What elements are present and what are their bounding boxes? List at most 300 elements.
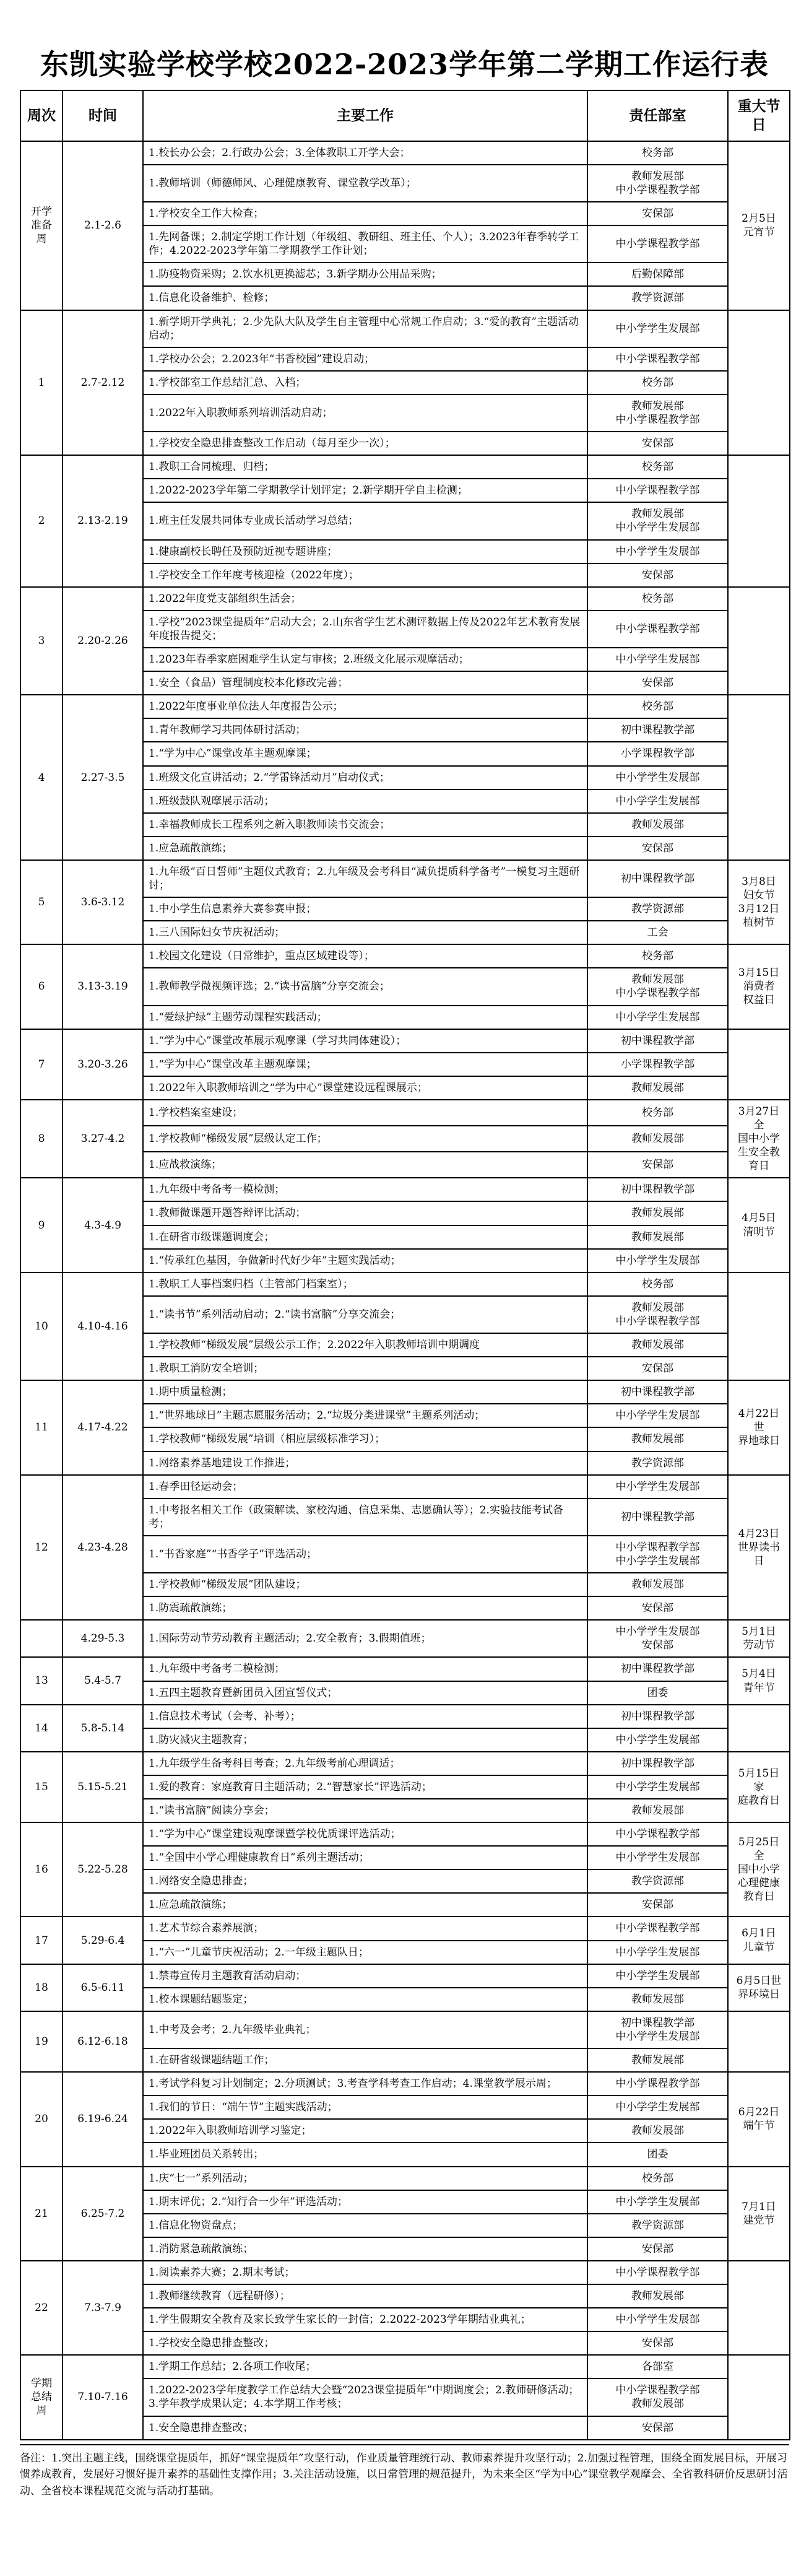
dept-cell — [587, 671, 728, 695]
dept-cell — [587, 1705, 728, 1728]
dept-name: 校务部 — [642, 461, 673, 474]
dept-cell — [587, 2214, 728, 2237]
dept-cell — [587, 263, 728, 286]
dept-cell — [587, 1404, 728, 1427]
week-cell: 6 — [20, 944, 63, 1029]
dept-cell — [587, 2261, 728, 2284]
table-row — [20, 1657, 790, 1681]
dept-name: 教学资源部 — [631, 903, 684, 916]
dept-cell — [587, 1893, 728, 1917]
festival-line: 权益日 — [743, 994, 775, 1007]
task-cell: 1.防疫物资采购；2.饮水机更换滤芯；3.新学期办公用品采购； — [143, 263, 587, 286]
dept-name: 教师发展部 — [631, 1207, 684, 1220]
festival-cell — [728, 310, 790, 456]
festival-line: 生安全教 — [738, 1146, 780, 1159]
task-cell: 1.学校部室工作总结汇总、入档； — [143, 371, 587, 394]
table-row — [20, 1178, 790, 1201]
task-cell: 1.班级鼓队观摩展示活动； — [143, 790, 587, 813]
task-cell: 1.阅读素养大赛；2.期末考试； — [143, 2261, 587, 2284]
table-row — [20, 1273, 790, 1296]
dept-name: 中小学课程教学部 — [615, 238, 700, 251]
task-cell: 1.安全隐患排查整改； — [143, 2416, 587, 2440]
task-cell: 1.五四主题教育暨新团员入团宣誓仪式； — [143, 1681, 587, 1705]
dept-name: 安保部 — [642, 677, 673, 690]
dept-cell — [587, 2331, 728, 2355]
table-row — [20, 1822, 790, 1846]
week-cell: 18 — [20, 1964, 63, 2011]
task-cell: 1.新学期开学典礼；2.少先队大队及学生自主管理中心常规工作启动；3.“爱的教育”主题活动启动； — [143, 310, 587, 347]
task-cell: 1.国际劳动节劳动教育主题活动；2.安全教育；3.假期值班； — [143, 1620, 587, 1657]
dept-name: 教师发展部 — [631, 973, 684, 986]
time-cell: 6.12-6.18 — [63, 2011, 143, 2072]
time-cell: 2.1-2.6 — [63, 141, 143, 310]
time-cell: 3.20-3.26 — [63, 1029, 143, 1100]
dept-cell — [587, 1225, 728, 1249]
task-cell: 1.2022年入职教师培训之“学为中心”课堂建设远程课展示； — [143, 1076, 587, 1100]
task-cell: 1.教职工合同梳理、归档； — [143, 455, 587, 479]
task-cell: 1.校长办公会；2.行政办公会；3.全体教职工开学大会； — [143, 141, 587, 165]
task-cell: 1.学校档案室建设； — [143, 1100, 587, 1126]
dept-name: 团委 — [647, 1686, 668, 1699]
dept-cell — [587, 1053, 728, 1076]
dept-cell — [587, 611, 728, 648]
week-cell: 19 — [20, 2011, 63, 2072]
week-cell: 4 — [20, 695, 63, 860]
week-cell — [20, 1620, 63, 1657]
week-cell: 2 — [20, 455, 63, 587]
task-cell: 1.先网备课；2.制定学期工作计划（年级组、教研组、班主任、个人）；3.2023年春季转学工作；4.2022-2023学年第二学期教学工作计划； — [143, 225, 587, 263]
dept-name: 中小学课程教学部 — [615, 1541, 700, 1554]
task-cell: 1.期末评优；2.“知行合一少年”评选活动； — [143, 2190, 587, 2214]
dept-name: 校务部 — [642, 2172, 673, 2185]
table-row — [20, 1380, 790, 1404]
dept-name: 中小学学生发展部 — [615, 653, 700, 666]
festival-cell — [728, 2261, 790, 2355]
time-cell: 6.25-7.2 — [63, 2167, 143, 2261]
task-cell: 1.应急疏散演练； — [143, 1893, 587, 1917]
dept-cell — [587, 742, 728, 765]
table-row — [20, 141, 790, 165]
dept-name: 小学课程教学部 — [621, 747, 694, 760]
festival-line: 日 — [753, 1554, 764, 1567]
task-cell: 1.校本课题结题鉴定； — [143, 1988, 587, 2011]
task-cell: 1.九年级中考备考二模检测； — [143, 1657, 587, 1681]
dept-name: 校务部 — [642, 700, 673, 713]
dept-cell — [587, 1152, 728, 1178]
festival-line: 6月5日世 — [736, 1974, 782, 1987]
festival-line: 清明节 — [743, 1225, 775, 1238]
festival-line: 青年节 — [743, 1681, 775, 1694]
dept-name: 教师发展部 — [631, 508, 684, 521]
dept-name: 中小学学生发展部 — [615, 771, 700, 784]
dept-cell — [587, 165, 728, 202]
time-cell: 6.5-6.11 — [63, 1964, 143, 2011]
task-cell: 1.应战救演练； — [143, 1152, 587, 1178]
dept-name: 教师发展部 — [631, 1301, 684, 1314]
dept-cell — [587, 479, 728, 502]
dept-cell — [587, 1333, 728, 1357]
task-cell: 1.“书香家庭”“书香学子”评选活动； — [143, 1536, 587, 1573]
dept-cell — [587, 1728, 728, 1752]
dept-cell — [587, 2048, 728, 2072]
dept-cell — [587, 1126, 728, 1152]
task-cell: 1.学校安全隐患排查整改； — [143, 2331, 587, 2355]
dept-cell — [587, 2284, 728, 2308]
dept-name: 教师发展部 — [631, 1339, 684, 1352]
task-cell: 1.防灾减灾主题教育； — [143, 1728, 587, 1752]
dept-name: 各部室 — [642, 2361, 673, 2374]
dept-name: 中小学课程教学部 — [615, 183, 700, 196]
festival-cell — [728, 1100, 790, 1178]
task-cell: 1.2022年度党支部组织生活会； — [143, 587, 587, 611]
festival-line: 3月12日 — [738, 903, 780, 916]
dept-name: 中小学课程教学部 — [615, 1922, 700, 1935]
dept-name: 中小学学生发展部 — [615, 1011, 700, 1024]
dept-cell — [587, 921, 728, 944]
dept-name: 安保部 — [642, 1362, 673, 1375]
dept-cell — [587, 1178, 728, 1201]
time-cell: 5.29-6.4 — [63, 1917, 143, 1964]
week-cell: 3 — [20, 587, 63, 695]
table-row — [20, 455, 790, 479]
task-cell: 1.青年教师学习共同体研讨活动； — [143, 718, 587, 742]
dept-name: 中小学学生发展部 — [615, 1480, 700, 1493]
task-cell: 1.“六一”儿童节庆祝活动；2.一年级主题队日； — [143, 1941, 587, 1964]
dept-name: 初中课程教学部 — [621, 1757, 694, 1770]
header-festival: 重大节日 — [728, 90, 790, 141]
task-cell: 1.教师微课题开题答辩评比活动； — [143, 1201, 587, 1225]
table-row — [20, 1705, 790, 1728]
festival-cell — [728, 455, 790, 587]
festival-line: 世界读书 — [738, 1541, 780, 1554]
festival-line: 庭教育日 — [738, 1795, 780, 1807]
dept-cell — [587, 648, 728, 671]
dept-cell — [587, 2119, 728, 2143]
festival-cell — [728, 1917, 790, 1964]
dept-name: 教师发展部 — [631, 170, 684, 183]
dept-name: 中小学课程教学部 — [615, 2266, 700, 2279]
dept-name: 教学资源部 — [631, 292, 684, 305]
festival-cell — [728, 2011, 790, 2072]
dept-cell — [587, 587, 728, 611]
festival-line: 5月25日全 — [738, 1836, 780, 1863]
task-cell: 1.毕业班团员关系转出； — [143, 2143, 587, 2166]
dept-cell — [587, 502, 728, 539]
time-cell: 4.10-4.16 — [63, 1273, 143, 1380]
dept-cell — [587, 1681, 728, 1705]
week-cell: 12 — [20, 1475, 63, 1621]
festival-line: 国中小学 — [738, 1863, 780, 1876]
task-cell: 1.学校办公会；2.2023年“书香校园”建设启动； — [143, 347, 587, 371]
header-time: 时间 — [63, 90, 143, 141]
table-row — [20, 1029, 790, 1053]
dept-cell — [587, 1846, 728, 1869]
dept-name: 教师发展部 — [631, 1433, 684, 1446]
table-row — [20, 1964, 790, 1988]
task-cell: 1.学校安全隐患排查整改工作启动（每月至少一次）； — [143, 432, 587, 455]
table-row — [20, 1620, 790, 1657]
table-row — [20, 695, 790, 718]
dept-name: 教师发展部 — [631, 1230, 684, 1243]
dept-cell — [587, 540, 728, 564]
dept-cell — [587, 141, 728, 165]
dept-cell — [587, 1475, 728, 1499]
dept-name: 中小学学生发展部 — [615, 1969, 700, 1982]
dept-name: 安保部 — [642, 1899, 673, 1912]
festival-line: 植树节 — [743, 916, 775, 929]
task-cell: 1.禁毒宣传月主题教育活动启动； — [143, 1964, 587, 1988]
dept-name: 校务部 — [642, 592, 673, 605]
dept-cell — [587, 968, 728, 1005]
festival-cell — [728, 2355, 790, 2439]
task-cell: 1.学校教师“梯级发展”层级公示工作；2.2022年入职教师培训中期调度 — [143, 1333, 587, 1357]
festival-line: 4月5日 — [742, 1212, 776, 1225]
dept-name: 教师发展部 — [631, 1804, 684, 1817]
task-cell: 1.班级文化宣讲活动；2.“学雷锋活动月”启动仪式； — [143, 766, 587, 790]
festival-cell — [728, 2072, 790, 2166]
dept-cell — [587, 1941, 728, 1964]
dept-cell — [587, 1357, 728, 1380]
dept-name: 初中课程教学部 — [621, 1183, 694, 1196]
week-cell: 5 — [20, 860, 63, 944]
dept-name: 中小学学生发展部 — [615, 1946, 700, 1959]
week-cell: 14 — [20, 1705, 63, 1752]
dept-name: 团委 — [647, 2148, 668, 2161]
dept-name: 中小学学生发展部 — [615, 545, 700, 558]
task-cell: 1.幸福教师成长工程系列之新入职教师读书交流会； — [143, 813, 587, 837]
dept-cell — [587, 1657, 728, 1681]
dept-cell — [587, 1799, 728, 1822]
task-cell: 1.2023年春季家庭困难学生认定与审核；2.班级文化展示观摩活动； — [143, 648, 587, 671]
table-row — [20, 2011, 790, 2048]
dept-name: 中小学学生发展部 — [615, 1780, 700, 1793]
table-row — [20, 587, 790, 611]
dept-cell — [587, 564, 728, 587]
time-cell: 4.17-4.22 — [63, 1380, 143, 1474]
time-cell: 3.27-4.2 — [63, 1100, 143, 1178]
dept-name: 安保部 — [642, 1639, 673, 1652]
festival-line: 6月22日 — [738, 2106, 780, 2119]
task-cell: 1.学校“2023课堂提质年”启动大会；2.山东省学生艺术测评数据上传及2022年艺术教育发展年度报告提交； — [143, 611, 587, 648]
table-row — [20, 1475, 790, 1499]
task-cell: 1.消防紧急疏散演练； — [143, 2237, 587, 2261]
time-cell: 2.20-2.26 — [63, 587, 143, 695]
dept-name: 中小学课程教学部 — [615, 1828, 700, 1841]
dept-name: 校务部 — [642, 950, 673, 963]
dept-name: 教师发展部 — [631, 1993, 684, 2006]
week-cell: 开学准备周 — [20, 141, 63, 310]
task-cell: 1.2022年入职教师培训学习鉴定； — [143, 2119, 587, 2143]
time-cell: 5.4-5.7 — [63, 1657, 143, 1704]
task-cell: 1.2022年度事业单位法人年度报告公示； — [143, 695, 587, 718]
dept-name: 教师发展部 — [631, 2054, 684, 2067]
dept-name: 中小学学生发展部 — [615, 1852, 700, 1865]
table-row — [20, 2261, 790, 2284]
dept-cell — [587, 1869, 728, 1893]
dept-name: 安保部 — [642, 2421, 673, 2434]
festival-cell — [728, 1178, 790, 1272]
week-cell: 1 — [20, 310, 63, 456]
festival-cell — [728, 141, 790, 310]
festival-cell — [728, 1620, 790, 1657]
dept-name: 教学资源部 — [631, 1875, 684, 1888]
dept-cell — [587, 1273, 728, 1296]
festival-cell — [728, 1380, 790, 1474]
dept-name: 教学资源部 — [631, 2219, 684, 2232]
dept-name: 初中课程教学部 — [621, 1710, 694, 1723]
dept-name: 初中课程教学部 — [621, 1034, 694, 1047]
task-cell: 1.安全（食品）管理制度校本化修改完善； — [143, 671, 587, 695]
dept-cell — [587, 1380, 728, 1404]
task-cell: 1.教师培训（师德师风、心理健康教育、课堂教学改革）； — [143, 165, 587, 202]
festival-cell — [728, 1657, 790, 1704]
dept-name: 中小学学生发展部 — [615, 322, 700, 335]
dept-name: 教师发展部 — [631, 2398, 684, 2411]
time-cell: 7.3-7.9 — [63, 2261, 143, 2355]
dept-name: 中小学学生发展部 — [615, 794, 700, 807]
dept-cell — [587, 766, 728, 790]
dept-name: 初中课程教学部 — [621, 1510, 694, 1523]
festival-cell — [728, 695, 790, 860]
dept-name: 教师发展部 — [631, 399, 684, 412]
week-cell: 11 — [20, 1380, 63, 1474]
dept-cell — [587, 1964, 728, 1988]
dept-cell — [587, 897, 728, 921]
dept-cell — [587, 1076, 728, 1100]
festival-line: 儿童节 — [743, 1941, 775, 1954]
dept-cell — [587, 371, 728, 394]
time-cell: 5.22-5.28 — [63, 1822, 143, 1917]
dept-name: 安保部 — [642, 437, 673, 450]
dept-cell — [587, 1100, 728, 1126]
task-cell: 1.“读书节”系列活动启动；2.“读书富脑”分享交流会； — [143, 1296, 587, 1333]
festival-line: 3月27日全 — [738, 1105, 780, 1131]
dept-cell — [587, 1822, 728, 1846]
festival-line: 妇女节 — [743, 889, 775, 902]
table-row — [20, 2072, 790, 2095]
dept-name: 中小学学生发展部 — [615, 2030, 700, 2043]
task-cell: 1.在研省市级课题调度会； — [143, 1225, 587, 1249]
festival-cell — [728, 2167, 790, 2261]
dept-cell — [587, 1249, 728, 1273]
dept-cell — [587, 790, 728, 813]
time-cell: 5.15-5.21 — [63, 1752, 143, 1822]
festival-line: 5月15日家 — [738, 1767, 780, 1793]
task-cell: 1.信息化物资盘点； — [143, 2214, 587, 2237]
task-cell: 1.艺术节综合素养展演； — [143, 1917, 587, 1940]
dept-cell — [587, 2355, 728, 2378]
table-header-row — [20, 90, 790, 141]
festival-line: 界地球日 — [738, 1435, 780, 1448]
dept-name: 中小学课程教学部 — [615, 352, 700, 365]
festival-cell — [728, 587, 790, 695]
dept-name: 中小学学生发展部 — [615, 2101, 700, 2114]
task-cell: 1.九年级学生备考科目考查；2.九年级考前心理调适； — [143, 1752, 587, 1775]
week-cell: 9 — [20, 1178, 63, 1272]
dept-cell — [587, 1296, 728, 1333]
dept-name: 教师发展部 — [631, 818, 684, 831]
dept-cell — [587, 944, 728, 968]
festival-line: 5月4日 — [742, 1668, 776, 1681]
dept-name: 安保部 — [642, 1602, 673, 1615]
time-cell: 3.13-3.19 — [63, 944, 143, 1029]
dept-name: 工会 — [647, 926, 668, 939]
dept-name: 教师发展部 — [631, 1578, 684, 1591]
task-cell: 1.校园文化建设（日常维护，重点区域建设等）； — [143, 944, 587, 968]
festival-line: 2月5日 — [742, 212, 776, 225]
table-row — [20, 2167, 790, 2190]
task-cell: 1.教职工人事档案归档（主管部门档案室）； — [143, 1273, 587, 1296]
dept-cell — [587, 2308, 728, 2331]
festival-line: 6月1日 — [742, 1927, 776, 1940]
festival-cell — [728, 1752, 790, 1822]
dept-name: 后勤保障部 — [631, 268, 684, 281]
dept-cell — [587, 286, 728, 310]
dept-cell — [587, 1988, 728, 2011]
dept-name: 校务部 — [642, 1277, 673, 1290]
dept-name: 中小学课程教学部 — [615, 2384, 700, 2397]
dept-name: 中小学课程教学部 — [615, 1315, 700, 1328]
time-cell: 4.23-4.28 — [63, 1475, 143, 1621]
dept-name: 教师发展部 — [631, 2289, 684, 2302]
dept-name: 中小学学生发展部 — [615, 1409, 700, 1422]
festival-line: 4月23日 — [738, 1527, 780, 1540]
dept-name: 教学资源部 — [631, 1456, 684, 1469]
header-week: 周次 — [20, 90, 63, 141]
festival-line: 国中小学 — [738, 1133, 780, 1146]
task-cell: 1.2022-2023学年度教学工作总结大会暨“2023课堂提质年”中期调度会；2.教师研修活动；3.学年教学成果认定；4.本学期工作考核； — [143, 2378, 587, 2416]
dept-cell — [587, 1775, 728, 1799]
dept-cell — [587, 1917, 728, 1940]
week-cell: 学期总结周 — [20, 2355, 63, 2439]
table-row — [20, 1100, 790, 1126]
dept-name: 安保部 — [642, 207, 673, 220]
time-cell: 4.29-5.3 — [63, 1620, 143, 1657]
dept-cell — [587, 695, 728, 718]
time-cell: 2.7-2.12 — [63, 310, 143, 456]
dept-name: 安保部 — [642, 2242, 673, 2255]
week-cell: 7 — [20, 1029, 63, 1100]
task-cell: 1.三八国际妇女节庆祝活动； — [143, 921, 587, 944]
task-cell: 1.学生假期安全教育及家长致学生家长的一封信；2.2022-2023学年期结业典礼； — [143, 2308, 587, 2331]
task-cell: 1.中考及会考；2.九年级毕业典礼； — [143, 2011, 587, 2048]
task-cell: 1.庆“七一”系列活动； — [143, 2167, 587, 2190]
time-cell: 5.8-5.14 — [63, 1705, 143, 1752]
task-cell: 1.中小学生信息素养大赛参赛申报； — [143, 897, 587, 921]
week-cell: 22 — [20, 2261, 63, 2355]
festival-line: 4月22日世 — [738, 1408, 780, 1434]
dept-name: 中小学学生发展部 — [615, 2195, 700, 2208]
dept-cell — [587, 432, 728, 455]
week-cell: 13 — [20, 1657, 63, 1704]
dept-cell — [587, 1427, 728, 1451]
task-cell: 1.“学为中心”课堂改革展示观摩课（学习共同体建设）； — [143, 1029, 587, 1053]
time-cell: 6.19-6.24 — [63, 2072, 143, 2166]
task-cell: 1.教职工消防安全培训； — [143, 1357, 587, 1380]
week-cell: 17 — [20, 1917, 63, 1964]
dept-name: 中小学课程教学部 — [615, 622, 700, 635]
dept-name: 安保部 — [642, 2337, 673, 2350]
task-cell: 1.网络安全隐患排查； — [143, 1869, 587, 1893]
week-cell: 16 — [20, 1822, 63, 1917]
dept-cell — [587, 1573, 728, 1596]
task-cell: 1.2022年入职教师系列培训活动启动； — [143, 394, 587, 432]
table-row — [20, 1752, 790, 1775]
dept-cell — [587, 455, 728, 479]
table-row — [20, 944, 790, 968]
dept-cell — [587, 2167, 728, 2190]
dept-cell — [587, 2416, 728, 2440]
